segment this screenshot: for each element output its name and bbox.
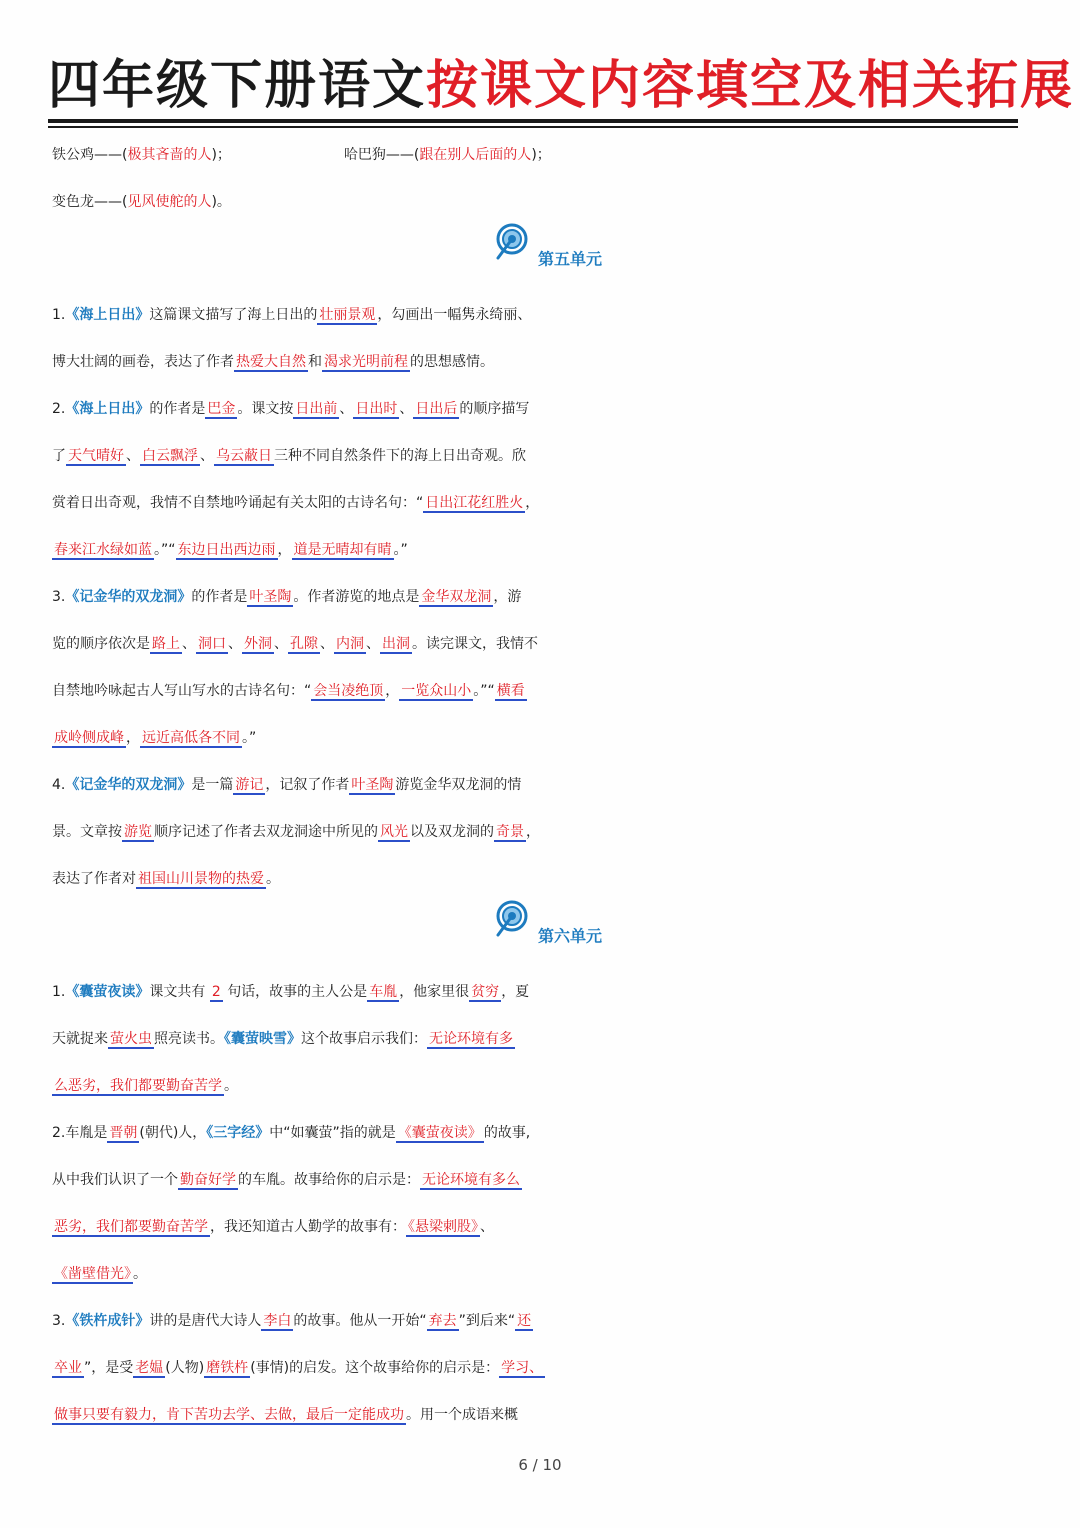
text: 1. [52,984,66,1000]
text: (朝代)人， [139,1125,207,1141]
text: 3. [52,589,66,605]
text: 。”“ [154,542,176,558]
text: 哈巴狗——( [343,147,420,163]
text: 2. [52,401,66,417]
text-line [52,809,1042,856]
answer: 磨铁杵 [206,1360,249,1376]
text: 、 [200,448,214,464]
intro-line [52,179,1042,226]
answer-text: 见风使舵的人 [127,194,212,210]
text: 课文共有 [149,984,206,1000]
unit5-heading [52,226,1042,292]
answer: 勤奋好学 [180,1172,236,1188]
text: 。” [393,542,408,558]
text-line [52,1063,1042,1110]
answer: 白云飘浮 [142,448,198,464]
text-line [52,1157,1042,1204]
text: 天就捉来 [52,1031,108,1047]
answer: 叶圣陶 [351,777,394,793]
book-title: 《记金华的双龙洞》 [65,777,192,793]
text: 变色龙——( [52,194,128,210]
text-line [52,386,1042,433]
text: 的顺序描写 [459,401,530,417]
text: ， [526,824,540,840]
title-rule-thin [48,126,1018,128]
text: 是一篇 [191,777,234,793]
answer: 日出前 [295,401,338,417]
text: 。课文按 [237,401,294,417]
answer: 渴求光明前程 [324,354,408,370]
answer: 日出后 [415,401,458,417]
text: 景。文章按 [52,824,122,840]
text-line [52,856,1042,903]
answer: 《囊萤夜读》 [397,1125,482,1141]
text: 照亮读书。 [154,1031,224,1047]
text: 1. [52,307,66,323]
answer: 乌云蔽日 [216,448,272,464]
text: 的思想感情。 [410,354,494,370]
text-line [52,527,1042,574]
answer: 远近高低各不同 [142,730,240,746]
text-line [52,668,1042,715]
title-rule-thick [48,119,1018,123]
answer: 东边日出西边雨 [177,542,276,558]
answer: 么恶劣，我们都要勤奋苦学 [54,1078,222,1094]
answer: 弃去 [428,1313,457,1329]
answer: 2 [211,984,221,1000]
answer: 路上 [152,636,180,652]
title-black: 四年级下册语文 [48,56,427,116]
answer: 无论环境有多么 [422,1172,520,1188]
text: 。 [224,1078,238,1094]
book-title: 《铁杵成针》 [65,1313,150,1329]
answer: 出洞 [382,636,410,652]
text: )。 [211,194,231,210]
title-red: 按课文内容填空及相关拓展 [426,56,1075,116]
answer: 外洞 [244,636,272,652]
text: 自禁地吟咏起古人写山写水的古诗名句：“ [52,683,312,699]
text: 的车胤。故事给你的启示是： [238,1172,420,1188]
text: 的故事, [483,1125,531,1141]
text-line [52,1251,1042,1298]
answer: 萤火虫 [110,1031,152,1047]
answer: 内洞 [336,636,364,652]
content [52,132,1042,1439]
text-line [52,969,1042,1016]
text: 铁公鸡——( [52,147,128,163]
text: 中“如囊萤”指的就是 [269,1125,396,1141]
text: 、 [126,448,140,464]
text: ，游 [493,589,522,605]
text: 览的顺序依次是 [52,636,150,652]
text: ，他家里很 [399,984,470,1000]
book-title: 《三字经》 [206,1125,270,1141]
text-line [52,574,1042,621]
target-icon [492,899,532,967]
answer: 《凿壁借光》 [54,1266,131,1282]
answer: 春来江水绿如蓝 [54,542,152,558]
answer: 李白 [263,1313,292,1329]
target-icon [492,222,532,290]
text: 表达了作者对 [52,871,136,887]
answer: 奇景 [496,824,524,840]
text: 、 [274,636,288,652]
text: 的作者是 [149,401,206,417]
answer: 金华双龙洞 [421,589,492,605]
answer: 道是无晴却有晴 [293,542,392,558]
answer: 日出江花红胜火 [425,495,524,511]
text-line [52,339,1042,386]
answer: 贫穷 [471,984,500,1000]
page-title [48,50,1075,122]
text: 以及双龙洞的 [410,824,494,840]
text-line [52,1298,1042,1345]
text: 三种不同自然条件下的海上日出奇观。欣 [274,448,526,464]
text-line [52,762,1042,809]
text: 、 [399,401,414,417]
answer: 卒业 [54,1360,82,1376]
book-title: 《海上日出》 [65,401,150,417]
text: ，勾画出一幅隽永绮丽、 [377,307,532,323]
answer: 晋朝 [109,1125,138,1141]
text-line [52,433,1042,480]
answer: 一览众山小 [401,683,472,699]
text: 顺序记述了作者去双龙洞途中所见的 [154,824,378,840]
text-line [52,1392,1042,1439]
text: 和 [308,354,322,370]
answer: 热爱大自然 [236,354,306,370]
answer: 会当凌绝顶 [313,683,384,699]
answer: 孔隙 [290,636,318,652]
answer: 还 [517,1313,532,1329]
text: 、 [228,636,242,652]
answer: 车胤 [369,984,398,1000]
text-line [52,715,1042,762]
answer: 壮丽景观 [319,307,376,323]
text: ， [525,495,540,511]
answer: 天气晴好 [68,448,124,464]
answer: 游览 [124,824,152,840]
answer: 无论环境有多 [429,1031,513,1047]
text: 2.车胤是 [52,1125,108,1141]
answer-text: 跟在别人后面的人 [419,147,532,163]
text: 讲的是唐代大诗人 [149,1313,262,1329]
unit6-heading [52,903,1042,969]
text: 从中我们认识了一个 [52,1172,178,1188]
text: 、 [480,1219,494,1235]
text: 3. [52,1313,66,1329]
book-title: 《囊萤夜读》 [65,984,150,1000]
text: ，我还知道古人勤学的故事有： [210,1219,406,1235]
text: 、 [182,636,196,652]
answer: 做事只要有毅力，肯下苦功去学、去做，最后一定能成功 [54,1407,404,1423]
text: ， [385,683,400,699]
text: ，夏 [501,984,530,1000]
text: 这个故事启示我们： [301,1031,427,1047]
text: 赏着日出奇观，我情不自禁地吟诵起有关太阳的古诗名句：“ [52,495,424,511]
text: 。” [242,730,257,746]
answer: 《悬梁刺股》 [408,1219,478,1235]
text-line [52,1016,1042,1063]
text: 4. [52,777,66,793]
text: (事情)的启发。这个故事给你的启示是： [250,1360,500,1376]
answer: 成岭侧成峰 [54,730,124,746]
text: 。 [133,1266,147,1282]
text-line [52,292,1042,339]
text: ”到后来“ [458,1313,516,1329]
answer: 叶圣陶 [249,589,292,605]
answer: 游记 [235,777,264,793]
book-title: 《记金华的双龙洞》 [65,589,192,605]
answer: 老媪 [135,1360,164,1376]
text: 的作者是 [191,589,248,605]
text-line [52,1345,1042,1392]
text: ，记叙了作者 [265,777,350,793]
text-line [52,1110,1042,1157]
answer: 祖国山川景物的热爱 [138,871,264,887]
text: 。读完课文，我情不 [412,636,538,652]
text: 、 [320,636,334,652]
text: ， [126,730,140,746]
text: 了 [52,448,66,464]
text-line [52,1204,1042,1251]
answer: 日出时 [355,401,398,417]
text: 博大壮阔的画卷，表达了作者 [52,354,234,370]
heading-text: 第五单元 [537,249,602,269]
answer: 恶劣，我们都要勤奋苦学 [54,1219,208,1235]
text: )； [211,147,231,163]
text: 游览金华双龙洞的情 [395,777,522,793]
answer: 风光 [380,824,408,840]
text: 。用一个成语来概 [406,1407,518,1423]
text: 的故事。他从一开始“ [293,1313,427,1329]
answer: 巴金 [207,401,236,417]
heading-text: 第六单元 [537,926,602,946]
text: 句话，故事的主人公是 [227,984,368,1000]
book-title: 《囊萤映雪》 [224,1031,301,1047]
text: (人物) [165,1360,205,1376]
answer-text: 极其吝啬的人 [127,147,212,163]
text: 、 [339,401,354,417]
book-title: 《海上日出》 [65,307,150,323]
text-line [52,621,1042,668]
answer: 洞口 [198,636,226,652]
intro-line [52,132,1042,179]
text: 。 [266,871,280,887]
text: 。”“ [473,683,495,699]
text: 、 [366,636,380,652]
text: )； [531,147,551,163]
text: 这篇课文描写了海上日出的 [149,307,318,323]
text: 。作者游览的地点是 [293,589,420,605]
text: ”，是受 [84,1360,134,1376]
text-line [52,480,1042,527]
answer: 横看 [496,683,525,699]
answer: 学习、 [501,1360,544,1376]
text: ， [277,542,292,558]
page-number: 6 / 10 [518,1456,562,1474]
